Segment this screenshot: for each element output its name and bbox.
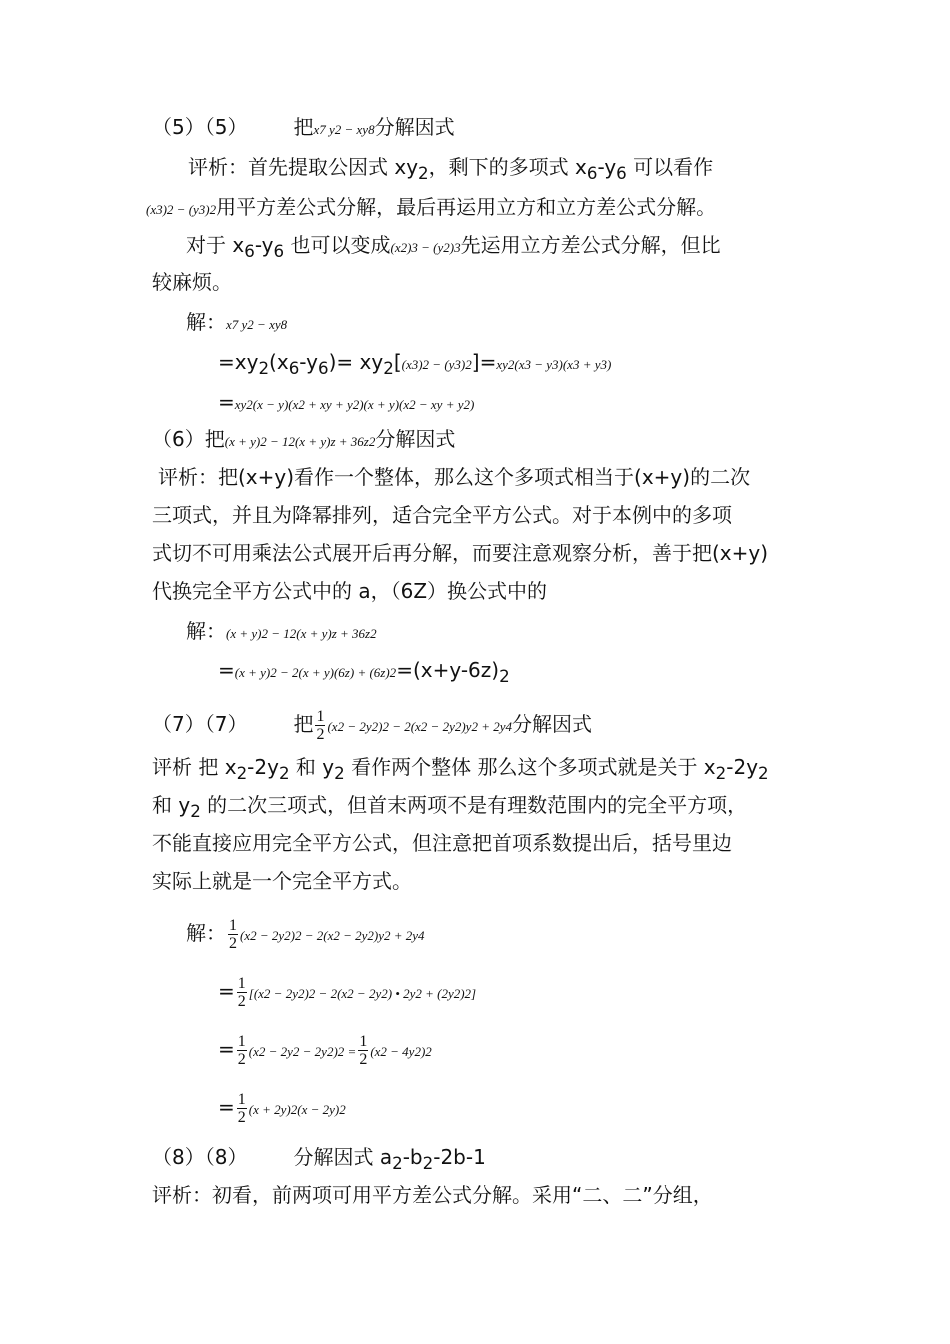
- problem6-solution-step2: $=(x + y)2 - 2(x + y)(6z) + (6z)2=(x+y-6z)_2$: [218, 658, 510, 686]
- problem6-analysis-line: 代换完全平方公式中的 a，（6Z）换公式中的: [152, 579, 548, 603]
- problem5-analysis-line2: (x3)2 − (y3)2用平方差公式分解，最后再运用立方和立方差公式分解。: [146, 195, 717, 219]
- math-expression: (x2 − 2y2 − 2y2)2 =: [248, 1044, 357, 1059]
- math-expression: (x2 − 2y2)2 − 2(x2 − 2y2)y2 + 2y4: [240, 928, 425, 943]
- math-expression: (x3)2 − (y3)2: [146, 202, 217, 217]
- problem-number: （5）: [204, 115, 248, 139]
- problem7-analysis-line1: 评析 把 $x_2-2y_2$ 和 $y_2$ 看作两个整体 那么这个多项式就是关于 $x_2-2y_2$: [152, 755, 769, 783]
- math-expression: (x2 − 4y2)2: [370, 1044, 432, 1059]
- problem7-analysis-line4: 实际上就是一个完全平方式。: [152, 869, 412, 893]
- problem-number: （8）: [152, 1145, 205, 1169]
- problem5-analysis: 评析：首先提取公因式 $xy_2$，剩下的多项式 $x_6-y_6$ 可以看作: [188, 155, 714, 183]
- problem7-solution: [186, 915, 425, 954]
- problem-number: （7）: [204, 712, 248, 736]
- math-expression: xy2(x − y)(x2 + xy + y2)(x + y)(x2 − xy + y2): [234, 397, 475, 412]
- math-expression: (x2)3 − (y2)3: [390, 240, 461, 255]
- math-expression: [(x2 − 2y2)2 − 2(x2 − 2y2) • 2y2 + (2y2)2]: [248, 986, 477, 1001]
- problem-number: （8）: [204, 1145, 248, 1169]
- problem6-analysis-line: 式切不可用乘法公式展开后再分解，而要注意观察分析，善于把(x+y): [152, 541, 769, 565]
- problem7-title: （7）（7） 把 $\frac{1}{2}$ (x2 − 2y2)2 − 2(x2 − 2y2)y2 + 2y4分解因式: [152, 708, 592, 743]
- solution-label: 解：: [186, 310, 226, 334]
- problem5-solution: [186, 309, 287, 338]
- math-expression: (x3)2 − (y3)2: [401, 357, 472, 372]
- fraction: $\frac{1}{2}$: [237, 1033, 246, 1068]
- problem6-analysis-line: 评析：把(x+y)看作一个整体，那么这个多项式相当于(x+y)的二次: [158, 465, 751, 489]
- solution-label: 解：: [186, 921, 226, 945]
- math-expression: x7 y2 − xy8: [226, 317, 288, 332]
- problem6-solution: [186, 618, 377, 647]
- solution-label: 解：: [186, 619, 226, 643]
- problem6-title: （6）把(x + y)2 − 12(x + y)z + 36z2分解因式: [152, 427, 456, 451]
- fraction: $\frac{1}{2}$: [316, 708, 325, 743]
- problem5-title: （5）（5） 把x7 y2 − xy8分解因式: [152, 115, 455, 139]
- problem7-solution-step3: = $\frac{1}{2}$ (x2 − 2y2 − 2y2)2 = $\frac{1}{2}$ (x2 − 4y2)2: [218, 1033, 432, 1068]
- problem7-solution-step4: = $\frac{1}{2}$ (x + 2y)2(x − 2y)2: [218, 1091, 346, 1126]
- problem5-solution-step3: =xy2(x − y)(x2 + xy + y2)(x + y)(x2 − xy + y2): [218, 390, 475, 414]
- math-expression: (x + y)2 − 12(x + y)z + 36z2: [224, 434, 376, 449]
- problem8-title: （8）（8） 分解因式 $a_2-b_2-2b-1$: [152, 1145, 486, 1173]
- fraction: $\frac{1}{2}$: [237, 975, 246, 1010]
- problem5-alternative-line2: 较麻烦。: [152, 270, 232, 294]
- problem7-analysis-line2: 和 $y_2$ 的二次三项式，但首末两项不是有理数范围内的完全平方项，: [152, 793, 748, 821]
- problem5-solution-step2: $=xy_2(x_6-y_6)= xy_2[(x3)2 - (y3)2]=xy2(x3 - y3)(x3 + y3)$: [218, 350, 612, 378]
- math-expression: (x + 2y)2(x − 2y)2: [248, 1102, 346, 1117]
- fraction: $\frac{1}{2}$: [237, 1091, 246, 1126]
- problem-number: （5）: [152, 115, 205, 139]
- problem6-analysis-line: 三项式，并且为降幂排列，适合完全平方公式。对于本例中的多项: [152, 503, 732, 527]
- math-expression: x7 y2 − xy8: [313, 122, 375, 137]
- problem8-analysis: 评析：初看，前两项可用平方差公式分解。采用“二、二”分组，: [152, 1183, 713, 1207]
- problem7-solution-step2: = $\frac{1}{2}$ [(x2 − 2y2)2 − 2(x2 − 2y2) • 2y2 + (2y2)2]: [218, 975, 477, 1010]
- problem5-alternative: 对于 $x_6-y_6$ 也可以变成(x2)3 − (y2)3先运用立方差公式分解，但比: [186, 233, 721, 261]
- problem7-analysis-line3: 不能直接应用完全平方公式，但注意把首项系数提出后，括号里边: [152, 831, 732, 855]
- fraction: $\frac{1}{2}$: [359, 1033, 368, 1068]
- math-expression: (x + y)2 − 12(x + y)z + 36z2: [226, 626, 377, 641]
- math-expression: (x + y)2 − 2(x + y)(6z) + (6z)2: [234, 665, 397, 680]
- math-expression: (x2 − 2y2)2 − 2(x2 − 2y2)y2 + 2y4: [327, 719, 512, 734]
- problem-number: （7）: [152, 712, 205, 736]
- fraction: $\frac{1}{2}$: [229, 917, 237, 952]
- math-expression: xy2(x3 − y3)(x3 + y3): [496, 357, 612, 372]
